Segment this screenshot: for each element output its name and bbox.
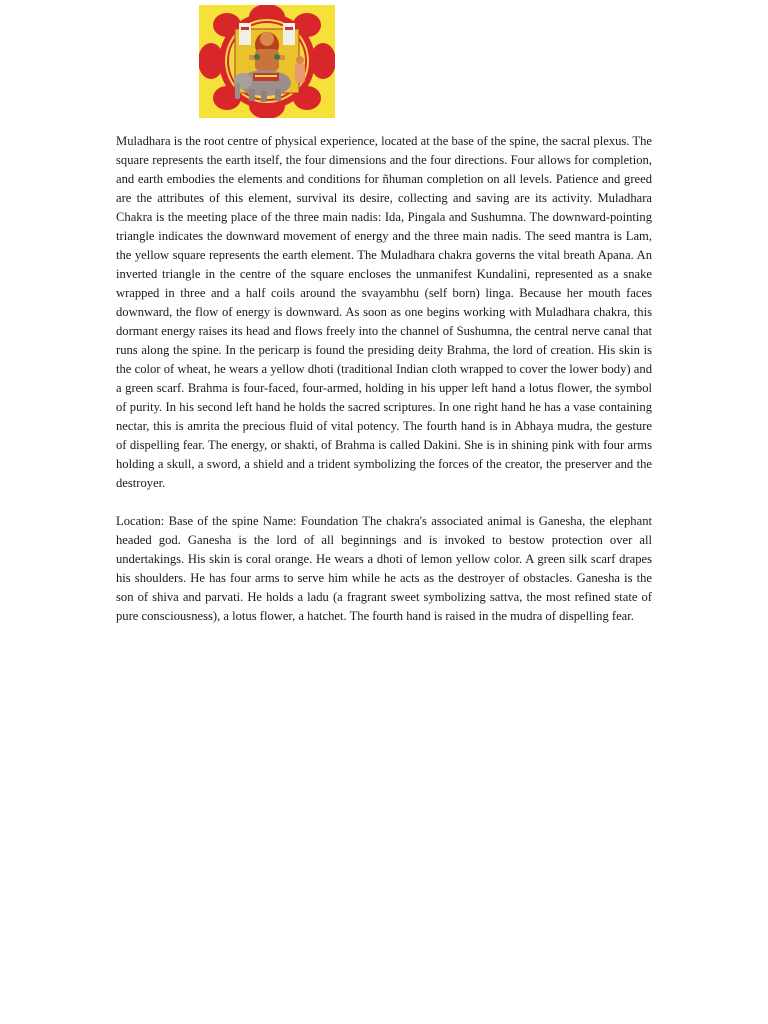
- paragraph-muladhara-description: Muladhara is the root centre of physical experience, located at the base of the spine, the sacral plexus. The square represents the earth itself, the four dimensions and the four directions. Four allows for completion, and earth embodies the elements and conditions for ñhuman completion on all levels. Patience and greed are the attributes of this element, survival its desire, collecting and saving are its activity. Muladhara Chakra is the meeting place of the three main nadis: Ida, Pingala and Sushumna. The downward-pointing triangle indicates the downward movement of energy and the three main nadis. The seed mantra is Lam, the yellow square represents the earth element. The Muladhara chakra governs the vital breath Apana. An inverted triangle in the centre of the square encloses the unmanifest Kundalini, represented as a snake wrapped in three and a half coils around the svayambhu (self born) linga. Because her mouth faces downward, the flow of energy is downward. As soon as one begins working with Muladhara chakra, this dormant energy raises its head and flows freely into the channel of Sushumna, the central nerve canal that runs along the spine. In the pericarp is found the presiding deity Brahma, the lord of creation. His skin is the color of wheat, he wears a yellow dhoti (traditional Indian cloth wrapped to cover the lower body) and a green scarf. Brahma is four-faced, four-armed, holding in his upper left hand a lotus flower, the symbol of purity. In his second left hand he holds the sacred scriptures. In one right hand he has a vase containing nectar, this is amrita the precious fluid of vital potency. The fourth hand is in Abhaya mudra, the gesture of dispelling fear. The energy, or shakti, of Brahma is called Dakini. She is in shining pink with four arms holding a skull, a sword, a shield and a trident symbolizing the forces of the creator, the preserver and the destroyer.: [116, 134, 652, 490]
- muladhara-chakra-illustration: [199, 5, 335, 118]
- paragraph-location-ganesha: Location: Base of the spine Name: Foundation The chakra's associated animal is Ganesha, the elephant headed god. Ganesha is the lord of all beginnings and is invoked to bestow protection over all undertakings. His skin is coral orange. He wears a dhoti of lemon yellow color. A green silk scarf drapes his shoulders. He has four arms to serve him while he acts as the destroyer of obstacles. Ganesha is the son of shiva and parvati. He holds a ladu (a fragrant sweet symbolizing sattva, the most refined state of pure consciousness), a lotus flower, a hatchet. The fourth hand is raised in the mudra of dispelling fear.: [116, 514, 652, 623]
- document-body: [116, 132, 652, 626]
- chakra-artwork: [199, 5, 335, 118]
